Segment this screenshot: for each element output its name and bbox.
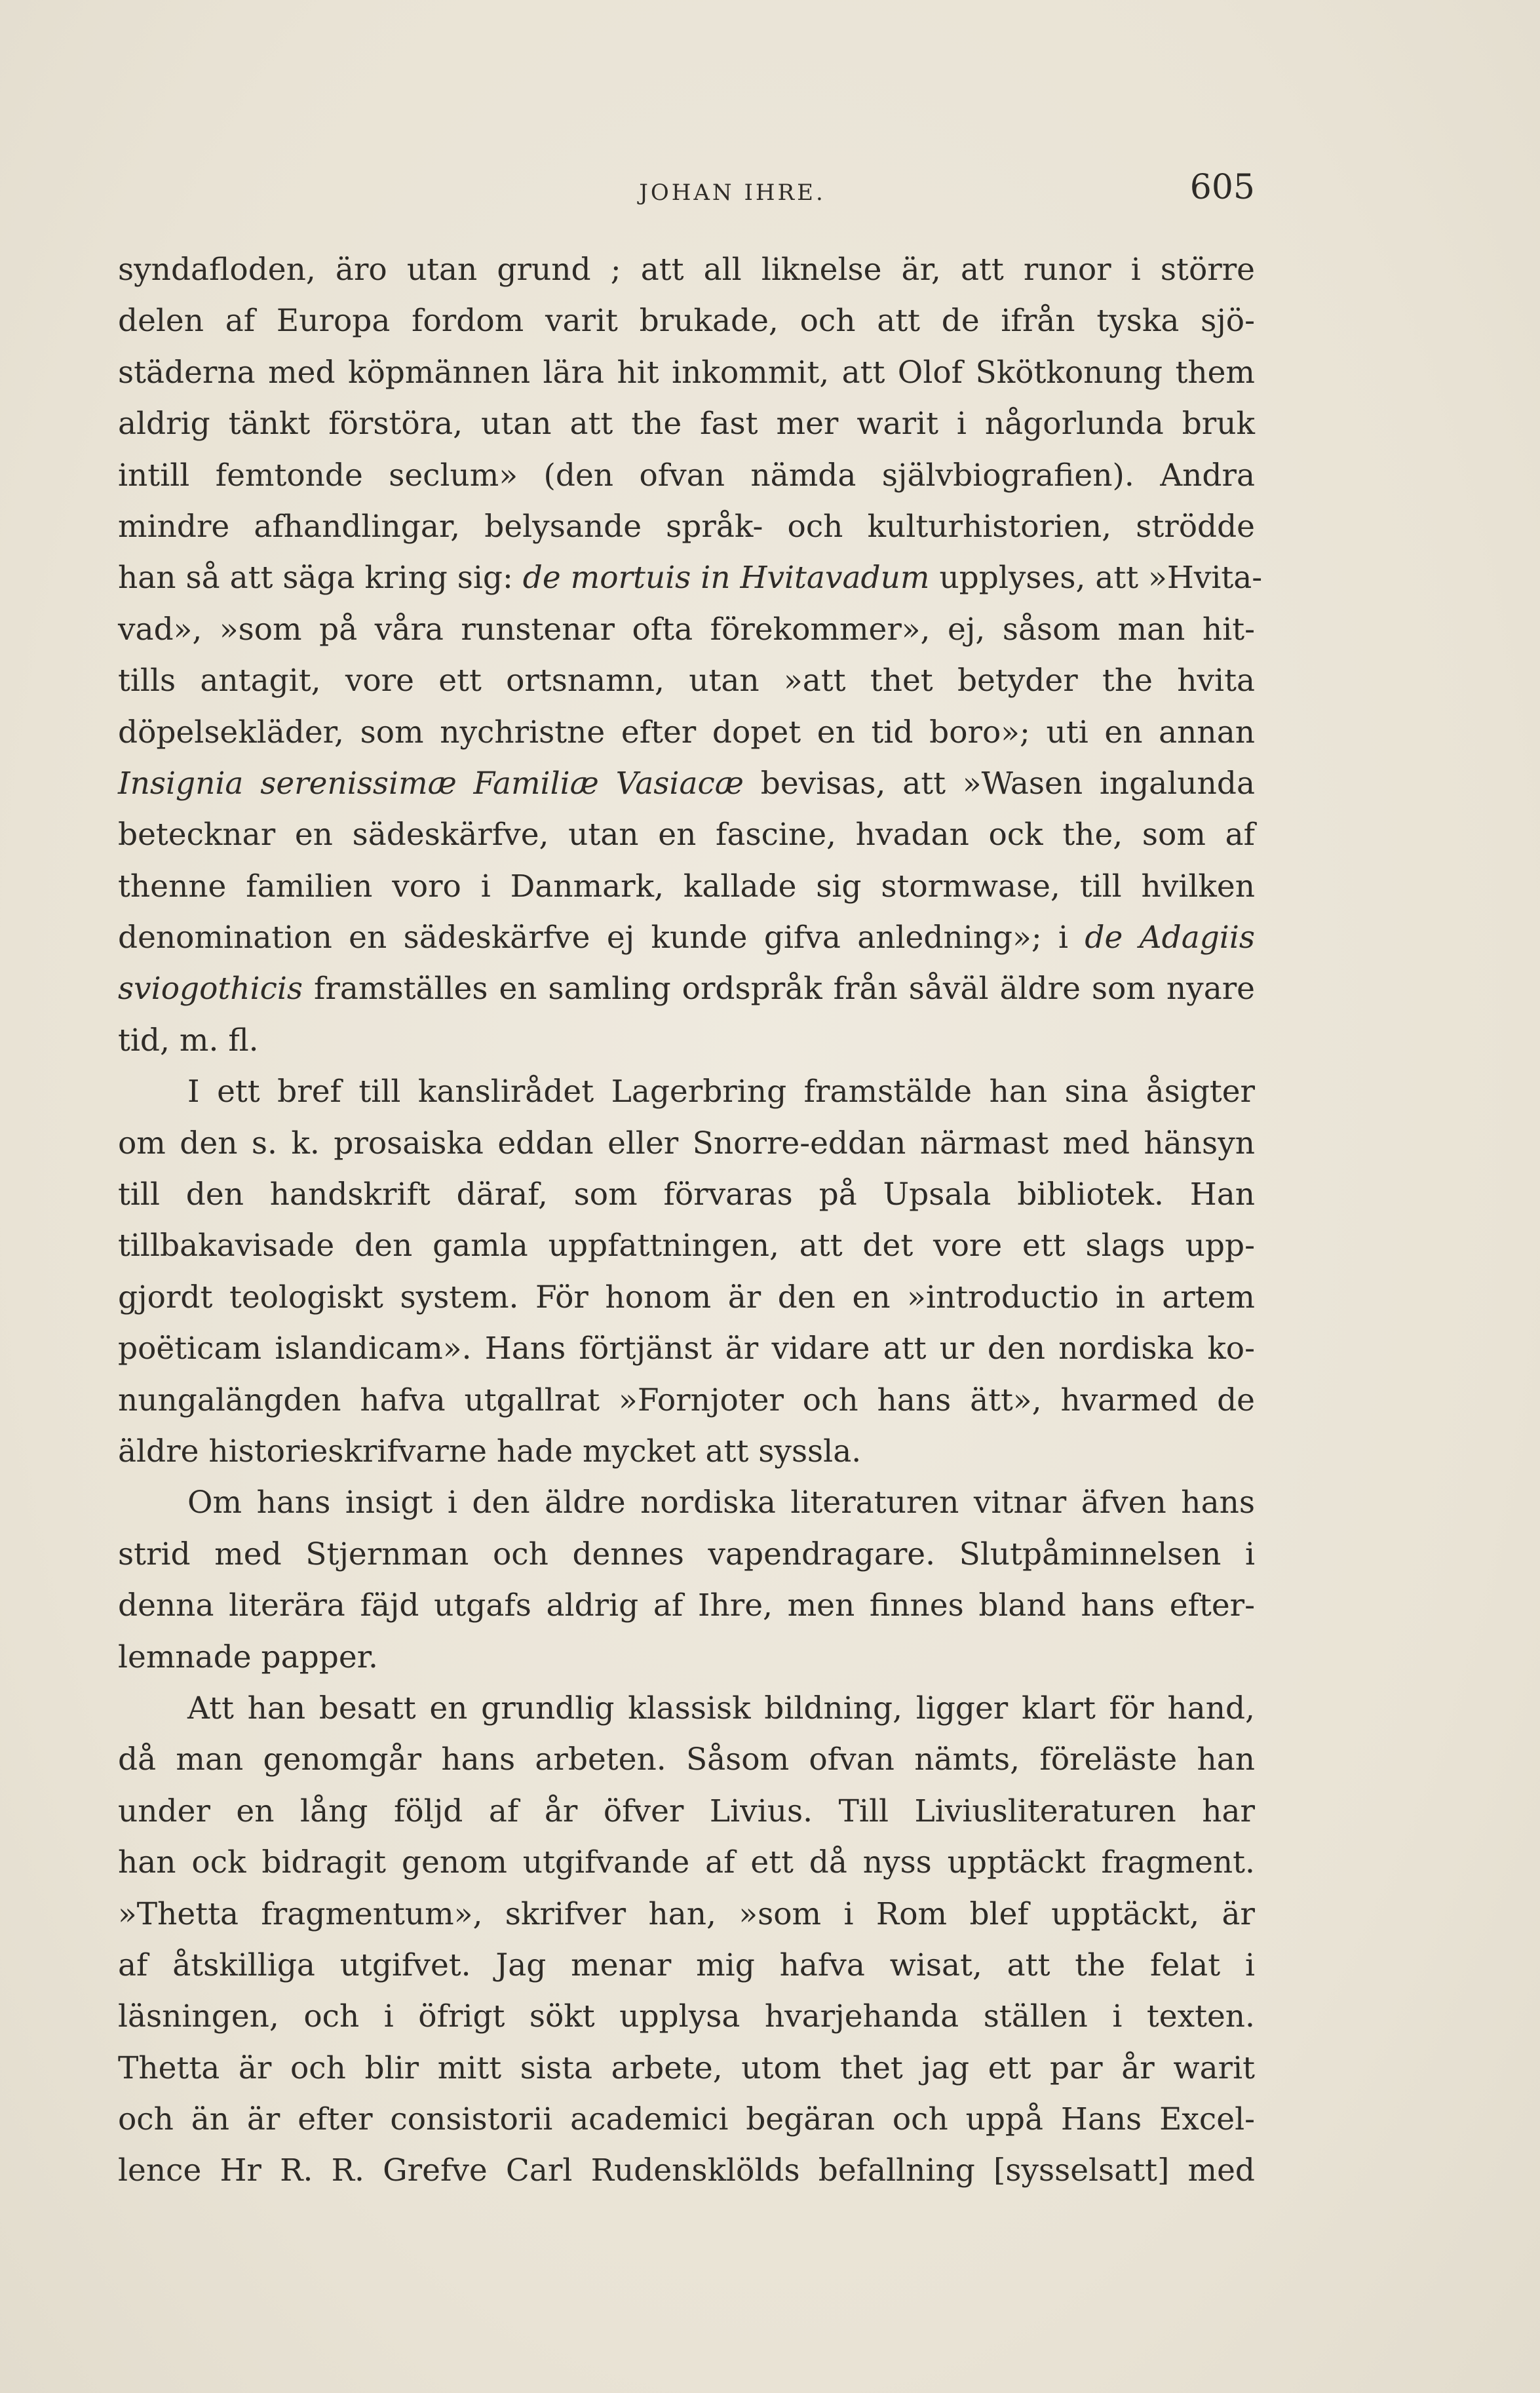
text-line: om den s. k. prosaiska eddan eller Snorre-eddan närmast med hänsyn	[118, 1125, 1255, 1161]
text-line: aldrig tänkt förstöra, utan att the fast mer warit i någorlunda bruk	[118, 406, 1255, 442]
text-line: under en lång följd af år öfver Livius. Till Liviusliteraturen har	[118, 1793, 1255, 1829]
text-line	[118, 758, 1255, 809]
text-segment: upplyses, att »Hvita-	[929, 560, 1263, 596]
text-line: äldre historieskrifvarne hade mycket att syssla.	[118, 1433, 862, 1469]
page-number: 605	[1189, 168, 1255, 207]
text-line: nungalängden hafva utgallrat »Fornjoter och hans ätt», hvarmed de	[118, 1382, 1255, 1418]
text-line: vad», »som på våra runstenar ofta förekommer», ej, såsom man hit-	[118, 611, 1255, 648]
text-line: betecknar en sädeskärfve, utan en fascine, hvadan ock the, som af	[118, 817, 1255, 853]
text-line: Om hans insigt i den äldre nordiska literaturen vitnar äfven hans	[187, 1485, 1255, 1521]
text-line: Att han besatt en grundlig klassisk bildning, ligger klart för hand,	[187, 1690, 1255, 1726]
text-line: syndafloden, äro utan grund ; att all liknelse är, att runor i större	[118, 252, 1255, 288]
text-line: tid, m. fl.	[118, 1022, 259, 1059]
running-head	[118, 168, 1255, 220]
text-segment: framställes en samling ordspråk från såväl äldre som nyare	[303, 971, 1255, 1007]
text-line: intill femtonde seclum» (den ofvan nämda självbiografien). Andra	[118, 457, 1255, 494]
text-line: Thetta är och blir mitt sista arbete, utom thet jag ett par år warit	[118, 2050, 1255, 2086]
text-line: af åtskilliga utgifvet. Jag menar mig hafva wisat, att the felat i	[118, 1947, 1255, 1983]
text-line: tillbakavisade den gamla uppfattningen, att det vore ett slags upp-	[118, 1228, 1255, 1264]
text-line: gjordt teologiskt system. För honom är den en »introductio in artem	[118, 1279, 1255, 1315]
text-segment: bevisas, att »Wasen ingalunda	[743, 765, 1255, 802]
text-line: denna literära fäjd utgafs aldrig af Ihre, men finnes bland hans efter-	[118, 1587, 1255, 1624]
italic-title: de mortuis in Hvitavadum	[522, 560, 930, 596]
text-line: tills antagit, vore ett ortsnamn, utan »att thet betyder the hvita	[118, 663, 1255, 699]
text-line: och än är efter consistorii academici begäran och uppå Hans Excel-	[118, 2101, 1255, 2138]
text-line: han ock bidragit genom utgifvande af ett då nyss upptäckt fragment.	[118, 1844, 1255, 1881]
text-line: lence Hr R. R. Grefve Carl Rudensklölds befallning [sysselsatt] med	[118, 2152, 1255, 2189]
text-line: »Thetta fragmentum», skrifver han, »som i Rom blef upptäckt, är	[118, 1896, 1255, 1932]
text-line: då man genomgår hans arbeten. Såsom ofvan nämts, föreläste han	[118, 1741, 1255, 1778]
text-line: lemnade papper.	[118, 1639, 378, 1675]
italic-title: sviogothicis	[118, 971, 303, 1007]
text-line	[118, 553, 1263, 604]
text-line: strid med Stjernman och dennes vapendragare. Slutpåminnelsen i	[118, 1536, 1255, 1572]
italic-title: de Adagiis	[1085, 920, 1255, 956]
text-segment: denomination en sädeskärfve ej kunde gifva anledning»; i	[118, 920, 1085, 956]
running-head-title: JOHAN IHRE.	[639, 180, 826, 206]
text-line: städerna med köpmännen lära hit inkommit, att Olof Skötkonung them	[118, 354, 1255, 391]
text-line: delen af Europa fordom varit brukade, och att de ifrån tyska sjö-	[118, 303, 1255, 340]
text-line: poëticam islandicam». Hans förtjänst är vidare att ur den nordiska ko-	[118, 1331, 1255, 1367]
text-line: läsningen, och i öfrigt sökt upplysa hvarjehanda ställen i texten.	[118, 1998, 1255, 2035]
text-line: döpelsekläder, som nychristne efter dopet en tid boro»; uti en annan	[118, 714, 1255, 750]
text-segment: han så att säga kring sig:	[118, 560, 523, 596]
text-line: I ett bref till kanslirådet Lagerbring framstälde han sina åsigter	[187, 1074, 1255, 1110]
body-text	[118, 244, 1263, 2197]
text-line	[118, 963, 1255, 1015]
text-line: till den handskrift däraf, som förvaras på Upsala bibliotek. Han	[118, 1177, 1255, 1213]
text-line	[118, 912, 1255, 963]
text-line: thenne familien voro i Danmark, kallade sig stormwase, till hvilken	[118, 868, 1255, 905]
text-line: mindre afhandlingar, belysande språk- och kulturhistorien, strödde	[118, 508, 1255, 545]
italic-title: Insignia serenissimæ Familiæ Vasiacæ	[118, 765, 744, 802]
